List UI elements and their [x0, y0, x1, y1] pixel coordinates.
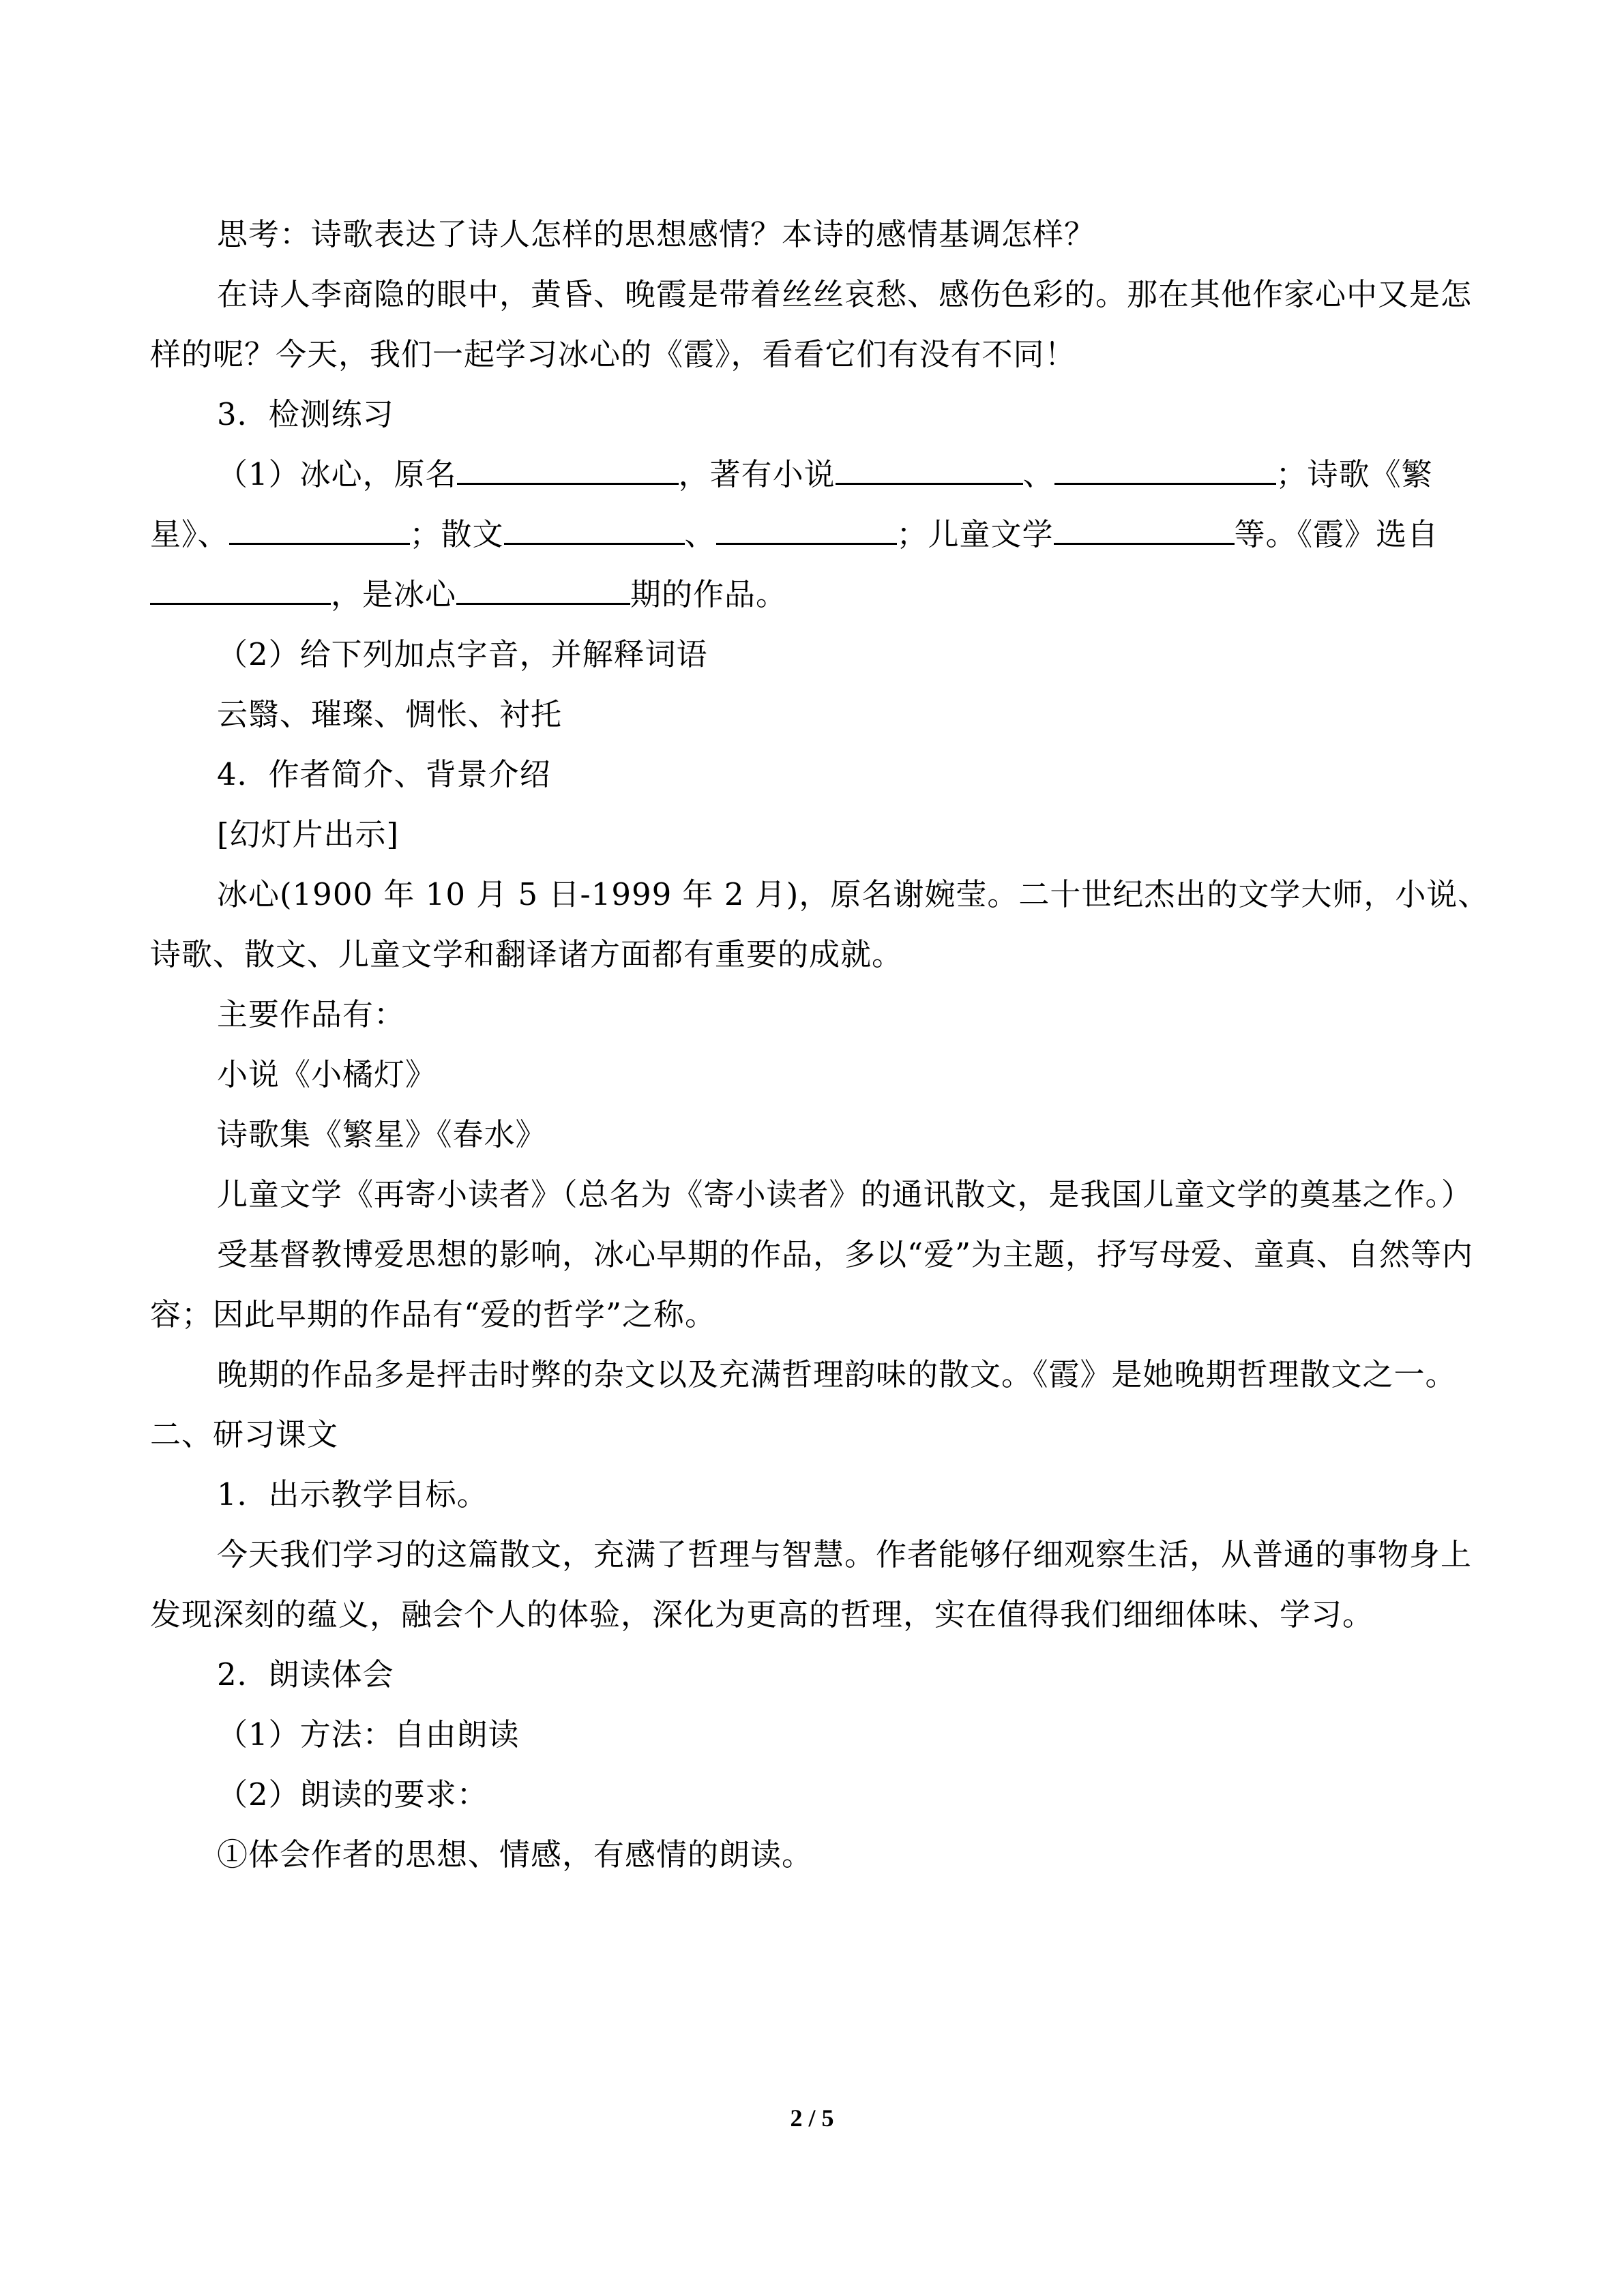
- blank-source-book[interactable]: [150, 573, 331, 605]
- think-question: 思考：诗歌表达了诗人怎样的思想感情？本诗的感情基调怎样？: [217, 216, 1096, 252]
- work-childrens: 儿童文学《再寄小读者》（总名为《寄小读者》的通讯散文，是我国儿童文学的奠基之作。）: [217, 1176, 1473, 1212]
- author-bio: 冰心(1900 年 10 月 5 日-1999 年 2 月)，原名谢婉莹。二十世纪杰出的文学大师，小说、诗歌、散文、儿童文学和翻译诸方面都有重要的成就。: [150, 876, 1490, 972]
- blank-period[interactable]: [456, 573, 630, 605]
- late-works-paragraph: 晚期的作品多是抨击时弊的杂文以及充满哲理韵味的散文。《霞》是她晚期哲理散文之一。: [217, 1356, 1457, 1392]
- fill-text-a: （1）冰心，原名: [217, 456, 457, 492]
- requirement-1: ①体会作者的思想、情感，有感情的朗读。: [217, 1836, 814, 1873]
- fill-text-g: ；儿童文学: [896, 516, 1054, 552]
- fill-text-f: 、: [684, 516, 716, 552]
- blank-poem[interactable]: [229, 513, 410, 545]
- work-poems: 诗歌集《繁星》《春水》: [217, 1116, 547, 1152]
- teaching-goal-heading: 1．出示教学目标。: [217, 1476, 488, 1512]
- fill-text-j: 期的作品。: [630, 576, 788, 612]
- fill-text-e: ；散文: [409, 516, 504, 552]
- work-novel: 小说《小橘灯》: [217, 1056, 437, 1092]
- section-3-heading: 3．检测练习: [217, 396, 394, 432]
- reading-requirements: （2）朗读的要求：: [217, 1776, 488, 1813]
- blank-novel-1[interactable]: [836, 453, 1023, 485]
- fill-text-i: ，是冰心: [331, 576, 457, 612]
- document-body: [150, 205, 1490, 1885]
- blank-novel-2[interactable]: [1054, 453, 1276, 485]
- intro-paragraph: 在诗人李商隐的眼中，黄昏、晚霞是带着丝丝哀愁、感伤色彩的。那在其他作家心中又是怎样的呢？今天，我们一起学习冰心的《霞》，看看它们有没有不同！: [150, 276, 1473, 372]
- fill-text-b: ，著有小说: [678, 456, 836, 492]
- blank-prose-2[interactable]: [716, 513, 897, 545]
- fill-text-c: 、: [1022, 456, 1054, 492]
- blank-childrens-literature[interactable]: [1054, 513, 1235, 545]
- part-2-heading: 二、研习课文: [150, 1416, 339, 1452]
- early-works-paragraph: 受基督教博爱思想的影响，冰心早期的作品，多以“爱”为主题，抒写母爱、童真、自然等内容；因此早期的作品有“爱的哲学”之称。: [150, 1236, 1474, 1332]
- section-4-heading: 4．作者简介、背景介绍: [217, 756, 551, 792]
- teaching-goal-text: 今天我们学习的这篇散文，充满了哲理与智慧。作者能够仔细观察生活，从普通的事物身上发现深刻的蕴义，融会个人的体验，深化为更高的哲理，实在值得我们细细体味、学习。: [150, 1536, 1473, 1632]
- blank-prose-1[interactable]: [504, 513, 685, 545]
- slide-note: [幻灯片出示]: [217, 816, 400, 852]
- reading-heading: 2．朗读体会: [217, 1656, 394, 1693]
- fill-in-exercise-1: [150, 445, 1490, 625]
- fill-text-d: ；诗歌《繁星》、: [150, 456, 1433, 552]
- major-works-heading: 主要作品有：: [217, 996, 406, 1032]
- page-number: 2 / 5: [790, 2104, 834, 2132]
- reading-method: （1）方法：自由朗读: [217, 1716, 520, 1753]
- fill-text-h: 等。《霞》选自: [1234, 516, 1439, 552]
- exercise-2-prompt: （2）给下列加点字音，并解释词语: [217, 636, 708, 672]
- vocabulary-words: 云翳、璀璨、惆怅、衬托: [217, 696, 563, 732]
- blank-original-name[interactable]: [457, 453, 679, 485]
